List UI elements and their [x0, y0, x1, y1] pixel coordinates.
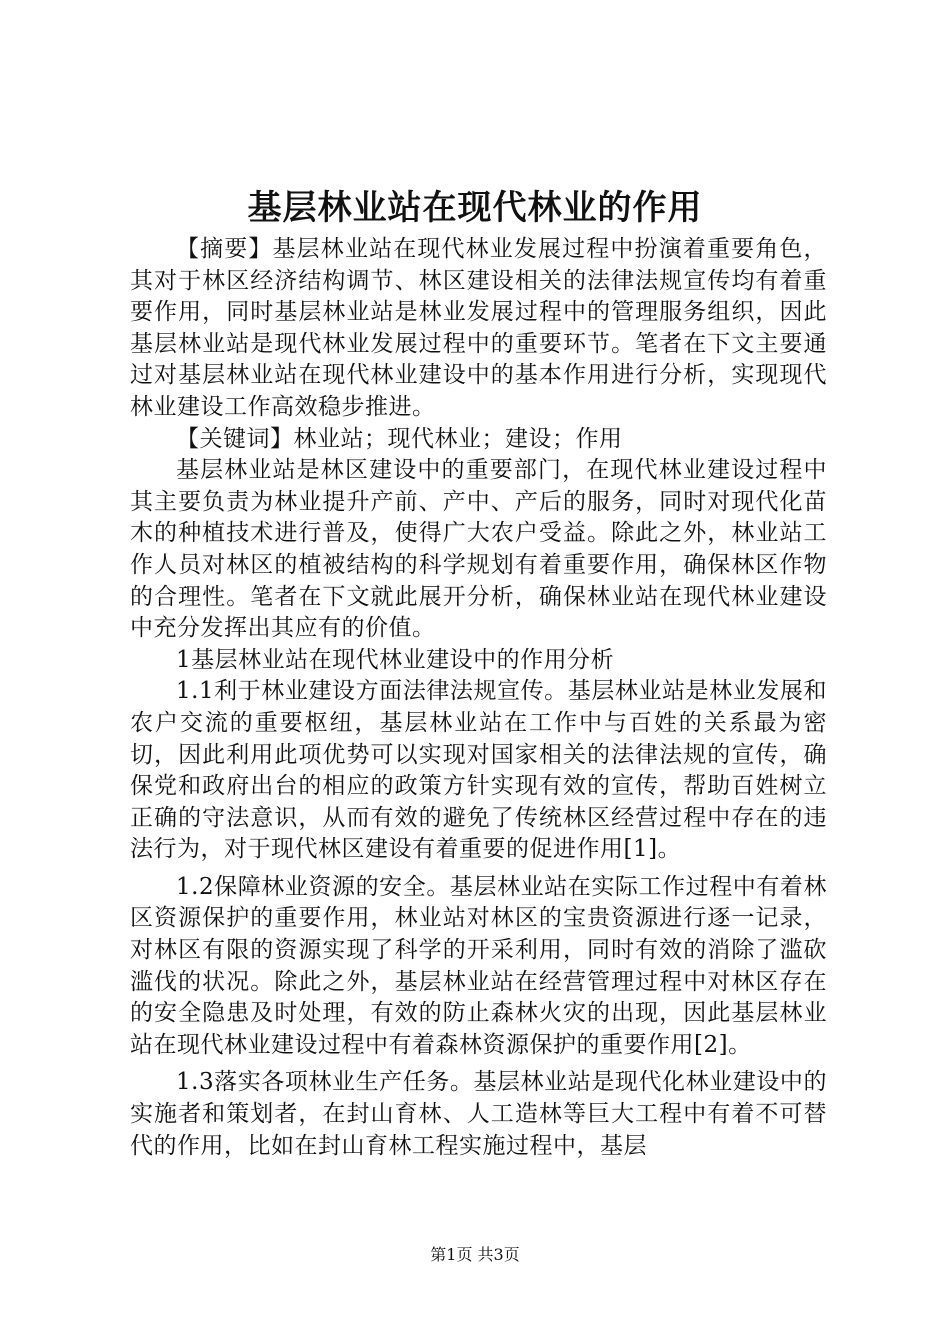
keywords-paragraph: 【关键词】林业站；现代林业；建设；作用 — [176, 425, 623, 452]
section-1-3-paragraph: 1.3落实各项林业生产任务。基层林业站是现代化林业建设中的实施者和策划者，在封山育林、人工造林等巨大工程中有着不可替代的作用，比如在封山育林工程实施过程中，基层 — [130, 1069, 827, 1159]
section-1-1-paragraph: 1.1利于林业建设方面法律法规宣传。基层林业站是林业发展和农户交流的重要枢纽，基层林业站在工作中与百姓的关系最为密切，因此利用此项优势可以实现对国家相关的法律法规的宣传，确保党和政府出台的相应的政策方针实现有效的宣传，帮助百姓树立正确的守法意识，从而有效的避免了传统林区经营过程中存在的违法行为，对于现代林区建设有着重要的促进作用[1]。 — [130, 678, 827, 863]
document-body — [130, 234, 827, 1162]
intro-paragraph: 基层林业站是林区建设中的重要部门，在现代林业建设过程中其主要负责为林业提升产前、产中、产后的服务，同时对现代化苗木的种植技术进行普及，使得广大农户受益。除此之外，林业站工作人员对林区的植被结构的科学规划有着重要作用，确保林区作物的合理性。笔者在下文就此展开分析，确保林业站在现代林业建设中充分发挥出其应有的价值。 — [130, 457, 827, 642]
section-1-2-paragraph: 1.2保障林业资源的安全。基层林业站在实际工作过程中有着林区资源保护的重要作用，林业站对林区的宝贵资源进行逐一记录，对林区有限的资源实现了科学的开采利用，同时有效的消除了滥砍滥伐的状况。除此之外，基层林业站在经营管理过程中对林区存在的安全隐患及时处理，有效的防止森林火灾的出现，因此基层林业站在现代林业建设过程中有着森林资源保护的重要作用[2]。 — [130, 873, 827, 1058]
document-title: 基层林业站在现代林业的作用 — [247, 188, 703, 228]
abstract-paragraph: 【摘要】基层林业站在现代林业发展过程中扮演着重要角色，其对于林区经济结构调节、林区建设相关的法律法规宣传均有着重要作用，同时基层林业站是林业发展过程中的管理服务组织，因此基层林业站是现代林业发展过程中的重要环节。笔者在下文主要通过对基层林业站在现代林业建设中的基本作用进行分析，实现现代林业建设工作高效稳步推进。 — [130, 236, 827, 420]
page-footer: 第1页 共3页 — [430, 1245, 520, 1264]
section-heading: 1基层林业站在现代林业建设中的作用分析 — [176, 646, 615, 673]
